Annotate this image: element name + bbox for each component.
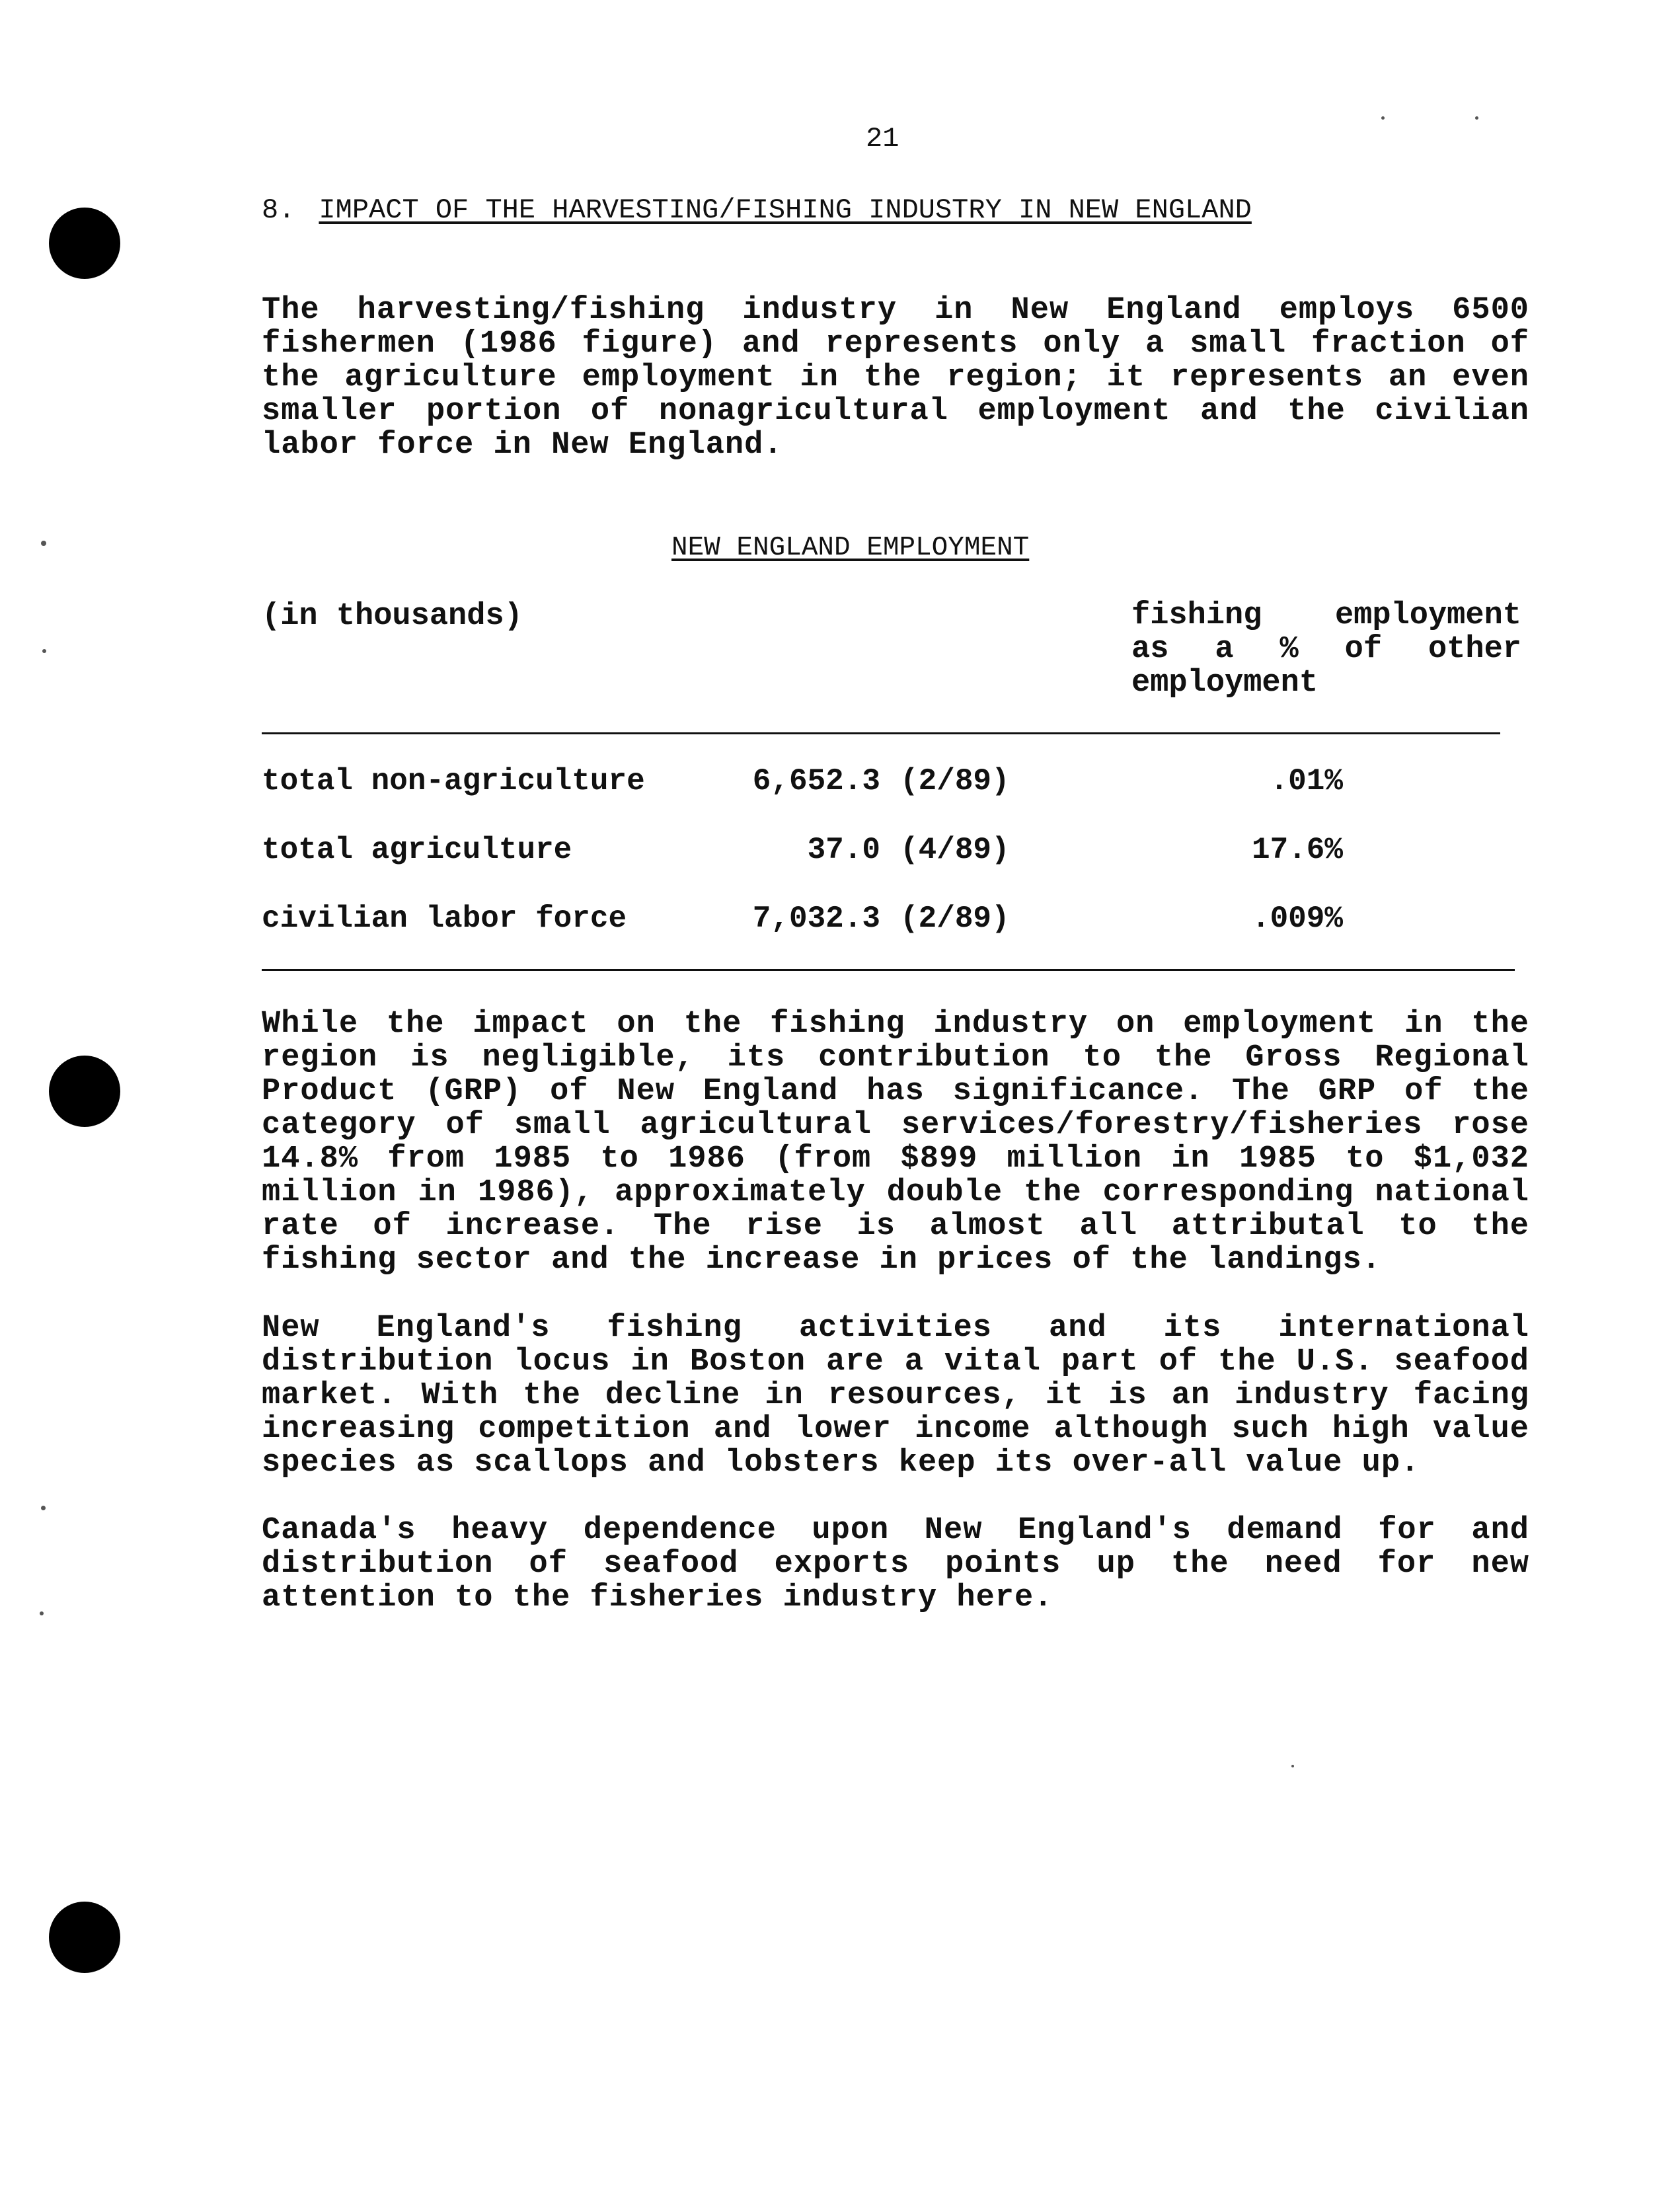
row-period: (2/89) — [900, 902, 1010, 936]
table-units-label: (in thousands) — [262, 599, 523, 634]
page-number: 21 — [866, 123, 899, 155]
row-label: total agriculture — [262, 833, 572, 867]
table-top-rule — [262, 732, 1500, 734]
intro-paragraph: The harvesting/fishing industry in New England employs 6500 fishermen (1986 figure) and represents only a small fraction of the agriculture employment in the region; it represents an even smaller portion of nonagricultural employment and the civilian labor force in New England. — [262, 293, 1529, 463]
row-value: 6,652.3 — [752, 764, 880, 798]
punch-hole-top — [49, 208, 120, 279]
body-paragraph: While the impact on the fishing industry on employment in the region is negligible, its contribution to the Gross Regional Product (GRP) of New England has significance. The GRP of the category of small agricultural services/forestry/fisheries rose 14.8% from 1985 to 1986 (from $899 million in 1985 to $1,032 million in 1986), approximately double the corresponding national rate of increase. The rise is almost all attributal to the fishing sector and the increase in prices of the landings. — [262, 1007, 1529, 1278]
scan-speck — [40, 1611, 44, 1615]
body-paragraph: Canada's heavy dependence upon New England's demand for and distribution of seafood exports points up the need for new attention to the fisheries industry here. — [262, 1513, 1529, 1615]
scan-speck — [1291, 1765, 1294, 1767]
table-column-header: fishing employment as a % of other employment — [1131, 598, 1521, 701]
row-percent: 17.6% — [1251, 833, 1343, 867]
row-value: 7,032.3 — [752, 902, 880, 936]
row-value: 37.0 — [807, 833, 880, 867]
table-title: NEW ENGLAND EMPLOYMENT — [671, 533, 1030, 563]
punch-hole-bottom — [49, 1902, 120, 1973]
row-label: civilian labor force — [262, 902, 627, 936]
row-period: (2/89) — [900, 764, 1010, 798]
section-number: 8. — [262, 194, 295, 226]
table-bottom-rule — [262, 969, 1515, 971]
table-row — [0, 902, 1680, 939]
section-heading — [262, 194, 1252, 226]
table-row — [0, 764, 1680, 801]
scan-speck — [41, 1506, 46, 1510]
table-row — [0, 833, 1680, 870]
row-label: total non-agriculture — [262, 764, 645, 798]
scan-speck — [42, 649, 46, 653]
section-title: IMPACT OF THE HARVESTING/FISHING INDUSTRY IN NEW ENGLAND — [319, 194, 1252, 226]
row-percent: .009% — [1251, 902, 1343, 936]
scan-speck — [1381, 116, 1385, 120]
row-period: (4/89) — [900, 833, 1010, 867]
scan-speck — [41, 541, 46, 546]
body-paragraph: New England's fishing activities and its international distribution locus in Boston are a vital part of the U.S. seafood market. With the decline in resources, it is an industry facing increasing competition and lower income although such high value species as scallops and lobsters keep its over-all value up. — [262, 1311, 1529, 1481]
row-percent: .01% — [1270, 764, 1343, 798]
punch-hole-middle — [49, 1056, 120, 1127]
scan-speck — [1475, 116, 1478, 120]
